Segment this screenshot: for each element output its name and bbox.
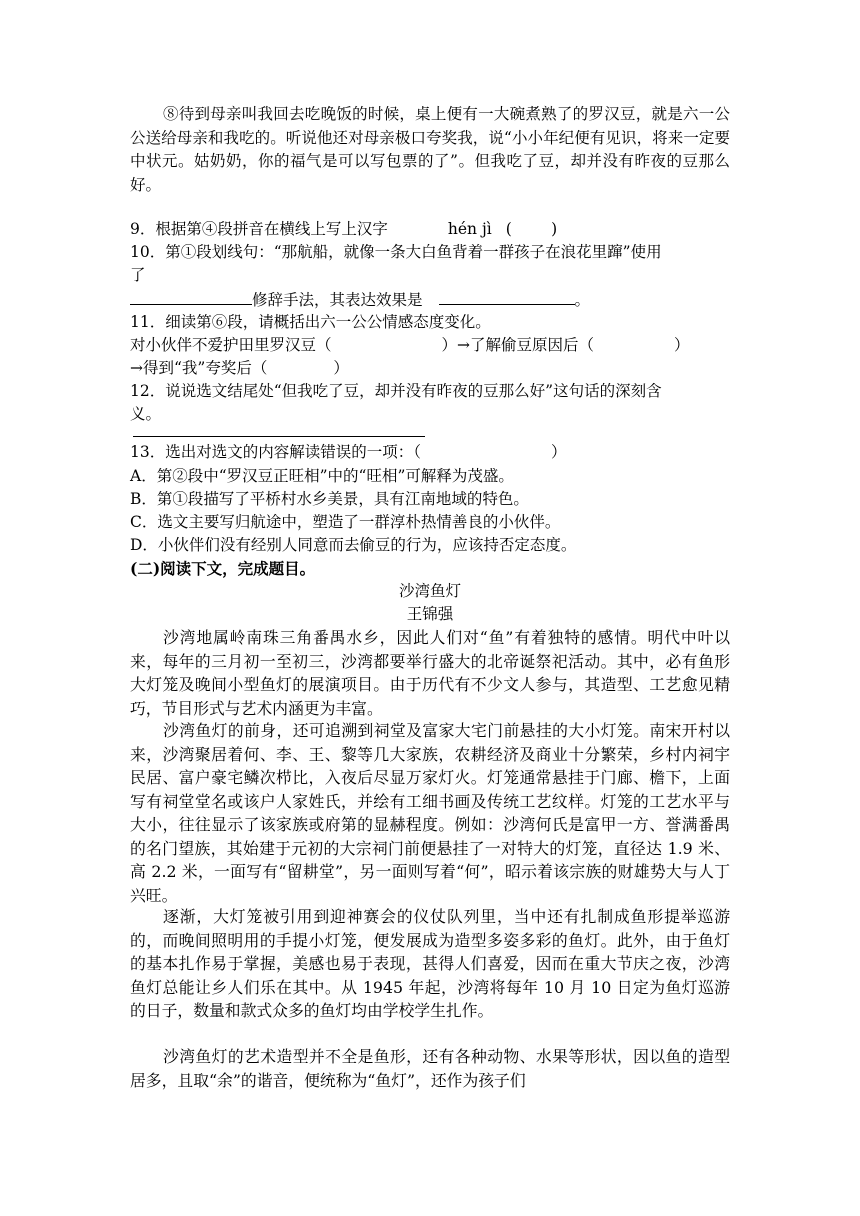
- question-13-option-c[interactable]: C．选文主要写归航途中，塑造了一群淳朴热情善良的小伙伴。: [130, 513, 561, 531]
- article-paragraph-1: 沙湾地属岭南珠三角番禺水乡，因此人们对“鱼”有着独特的感情。明代中叶以来，每年的三月初一至初三，沙湾都要举行盛大的北帝诞祭祀活动。其中，必有鱼形大灯笼及晚间小型鱼灯的展演项目。由于历代有不少文人参与，其造型、工艺愈见精巧，节目形式与艺术内涵更为丰富。: [130, 628, 730, 718]
- question-11-line2: [130, 334, 730, 358]
- question-13-option-b[interactable]: B．第①段描写了平桥村水乡美景，具有江南地域的特色。: [130, 490, 529, 508]
- question-9-answer-blank[interactable]: ( ): [505, 220, 558, 238]
- question-11-line1: 11．细读第⑥段，请概括出六一公公情感态度变化。: [130, 313, 491, 331]
- question-11-stage3-close: ）: [333, 359, 349, 377]
- section-2-heading: (二)阅读下文，完成题目。: [130, 559, 316, 578]
- question-10-effect-blank[interactable]: [439, 288, 575, 305]
- question-10-period: 。: [574, 291, 591, 309]
- question-13-option-a[interactable]: A．第②段中“罗汉豆正旺相”中的“旺相”可解释为茂盛。: [130, 467, 514, 485]
- question-10-line3: [130, 288, 730, 313]
- question-11-stage2-label: ）→了解偷豆原因后（: [441, 336, 595, 354]
- article-paragraph-4: 沙湾鱼灯的艺术造型并不全是鱼形，还有各种动物、水果等形状，因以鱼的造型居多，且取“余”的谐音，便统称为“鱼灯”，还作为孩子们: [130, 1047, 730, 1090]
- question-9-pinyin: hén jì: [447, 220, 492, 238]
- question-13-text: 13．选出对选文的内容解读错误的一项：（: [130, 443, 421, 461]
- question-12-line1: 12．说说选文结尾处“但我吃了豆，却并没有昨夜的豆那么好”这句话的深刻含: [130, 382, 662, 400]
- question-10-rhetoric-blank[interactable]: [130, 288, 252, 305]
- question-9: [130, 218, 730, 242]
- question-13-option-d[interactable]: D．小伙伴们没有经别人同意而去偷豆的行为，应该持否定态度。: [130, 536, 577, 554]
- question-13-close: ）: [550, 443, 567, 461]
- question-11-stage3-label: →得到“我”夸奖后（: [130, 359, 268, 377]
- question-10-line1: 10．第①段划线句：“那航船，就像一条大白鱼背着一群孩子在浪花里蹿”使用: [130, 243, 662, 261]
- article-paragraph-3: 逐渐，大灯笼被引用到迎神赛会的仪仗队列里，当中还有扎制成鱼形提举巡游的，而晚间照明用的手提小灯笼，便发展成为造型多姿多彩的鱼灯。此外，由于鱼灯的基本扎作易于掌握，美感也易于表现，甚得人们喜爱，因而在重大节庆之夜，沙湾鱼灯总能让乡人们乐在其中。从 1945 年起，沙湾将每年 10 月 10 日定为鱼灯巡游的日子，数量和款式众多的鱼灯均由学校学生扎作。: [130, 907, 730, 1020]
- article-title: 沙湾鱼灯: [398, 582, 461, 600]
- question-9-text: 9．根据第④段拼音在横线上写上汉字: [130, 220, 388, 238]
- question-12-answer-line[interactable]: [133, 436, 425, 437]
- question-11-stage1-label: 对小伙伴不爱护田里罗汉豆（: [130, 336, 332, 354]
- question-12-line2: 义。: [130, 405, 162, 423]
- article-paragraph-2: 沙湾鱼灯的前身，还可追溯到祠堂及富家大宅门前悬挂的大小灯笼。南宋开村以来，沙湾聚居着何、李、王、黎等几大家族，农耕经济及商业十分繁荣，乡村内祠宇民居、富户豪宅鳞次栉比，入夜后尽显万家灯火。灯笼通常悬挂于门廊、檐下，上面写有祠堂堂名或该户人家姓氏，并绘有工细书画及传统工艺纹样。灯笼的工艺水平与大小，往往显示了该家族或府第的显赫程度。例如：沙湾何氏是富甲一方、誉满番禺的名门望族，其始建于元初的大宗祠门前便悬挂了一对特大的灯笼，直径达 1.9 米、高 2.2 米，一面写有“留耕堂”，另一面则写着“何”，昭示着该宗族的财雄势大与人丁兴旺。: [130, 721, 730, 905]
- question-10-line2: 了: [130, 266, 146, 284]
- question-13-line1: [130, 441, 730, 465]
- question-10-line3-text: 修辞手法，其表达效果是: [252, 291, 423, 309]
- question-11-stage2-close: ）: [674, 336, 690, 354]
- paragraph-8: ⑧待到母亲叫我回去吃晚饭的时候，桌上便有一大碗煮熟了的罗汉豆，就是六一公公送给母亲和我吃的。听说他还对母亲极口夸奖我，说“小小年纪便有见识，将来一定要中状元。姑奶奶，你的福气是可以写包票的了”。但我吃了豆，却并没有昨夜的豆那么好。: [130, 105, 730, 194]
- question-11-line3: [130, 357, 730, 381]
- article-author: 王锦强: [406, 605, 454, 623]
